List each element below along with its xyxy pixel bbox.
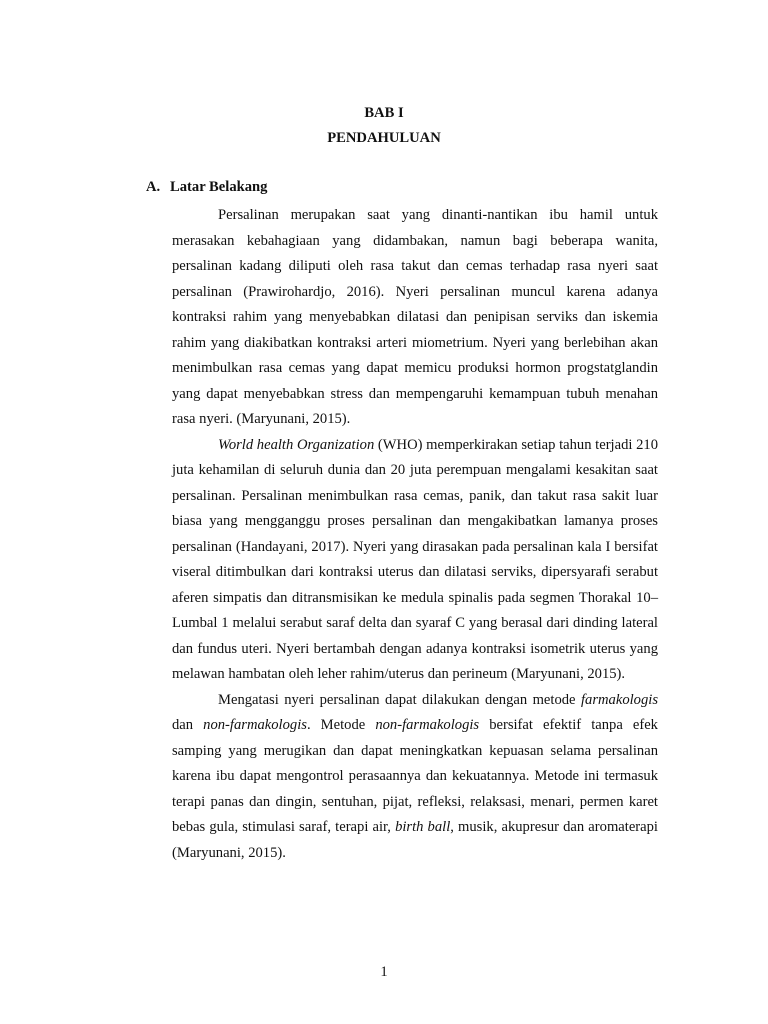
section-heading [146, 177, 267, 197]
body-text [172, 203, 658, 866]
paragraph-text: bersifat efektif tanpa efek samping yang merugikan dan dapat meningkatkan kepuasan selama persalinan karena ibu dapat mengontrol perasaannya dan kekuatannya. Metode ini termasuk terapi panas dan dingin, sentuhan, pijat, refleksi, relaksasi, menari, permen karet bebas gula, stimulasi saraf, terapi air, [172, 717, 658, 835]
paragraph-text: , musik, akupresur dan aromaterapi (Maryunani, 2015). [172, 819, 658, 861]
paragraph-text: (WHO) memperkirakan setiap tahun terjadi 210 juta kehamilan di seluruh dunia dan 20 juta perempuan mengalami kesakitan saat persalinan. Persalinan menimbulkan rasa cemas, panik, dan takut rasa sakit luar biasa yang mengganggu proses persalinan dan mengakibatkan lamanya proses persalinan (Handayani, 2017). Nyeri yang dirasakan pada persalinan kala I bersifat viseral ditimbulkan dari kontraksi uterus dan dilatasi serviks, dipersyarafi serabut aferen simpatis dan ditransmisikan ke medula spinalis pada segmen Thorakal 10–Lumbal 1 melalui serabut saraf delta dan syaraf C yang berasal dari dinding lateral dan fundus uteri. Nyeri bertambah dengan adanya kontraksi isometrik uterus yang melawan hambatan oleh leher rahim/uterus dan perineum (Maryunani, 2015). [172, 436, 658, 682]
page-number: 1 [380, 964, 388, 980]
paragraph-italic-text: World health Organization [218, 436, 375, 453]
paragraph-italic-text: birth ball [395, 819, 451, 835]
paragraph [172, 688, 658, 867]
paragraph-italic-text: non-farmakologis [375, 717, 480, 733]
paragraph-italic-text: farmakologis [580, 691, 658, 708]
section-title: Latar Belakang [170, 179, 268, 195]
paragraph-italic-text: non-farmakologis [203, 717, 307, 733]
paragraph-text: . Metode [306, 717, 376, 733]
section-number: A. [146, 179, 161, 195]
paragraph-text: Persalinan merupakan saat yang dinanti-nantikan ibu hamil untuk merasakan kebahagiaan yang didambakan, namun bagi beberapa wanita, persalinan kadang diliputi oleh rasa takut dan cemas terhadap rasa nyeri saat persalinan (Prawirohardjo, 2016). Nyeri persalinan muncul karena adanya kontraksi rahim yang menyebabkan dilatasi dan penipisan serviks dan iskemia rahim yang diakibatkan kontraksi arteri miometrium. Nyeri yang berlebihan akan menimbulkan rasa cemas yang dapat memicu produksi hormon progstatglandin yang dapat menyebabkan stress dan mempengaruhi kemampuan tubuh menahan rasa nyeri. (Maryunani, 2015). [172, 207, 658, 427]
chapter-label: BAB I [364, 105, 404, 121]
paragraph [172, 203, 658, 433]
paragraph-text: Mengatasi nyeri persalinan dapat dilakukan dengan metode [218, 691, 581, 708]
paragraph-text: dan [172, 717, 204, 733]
chapter-title: PENDAHULUAN [327, 130, 441, 146]
paragraph [172, 433, 658, 688]
